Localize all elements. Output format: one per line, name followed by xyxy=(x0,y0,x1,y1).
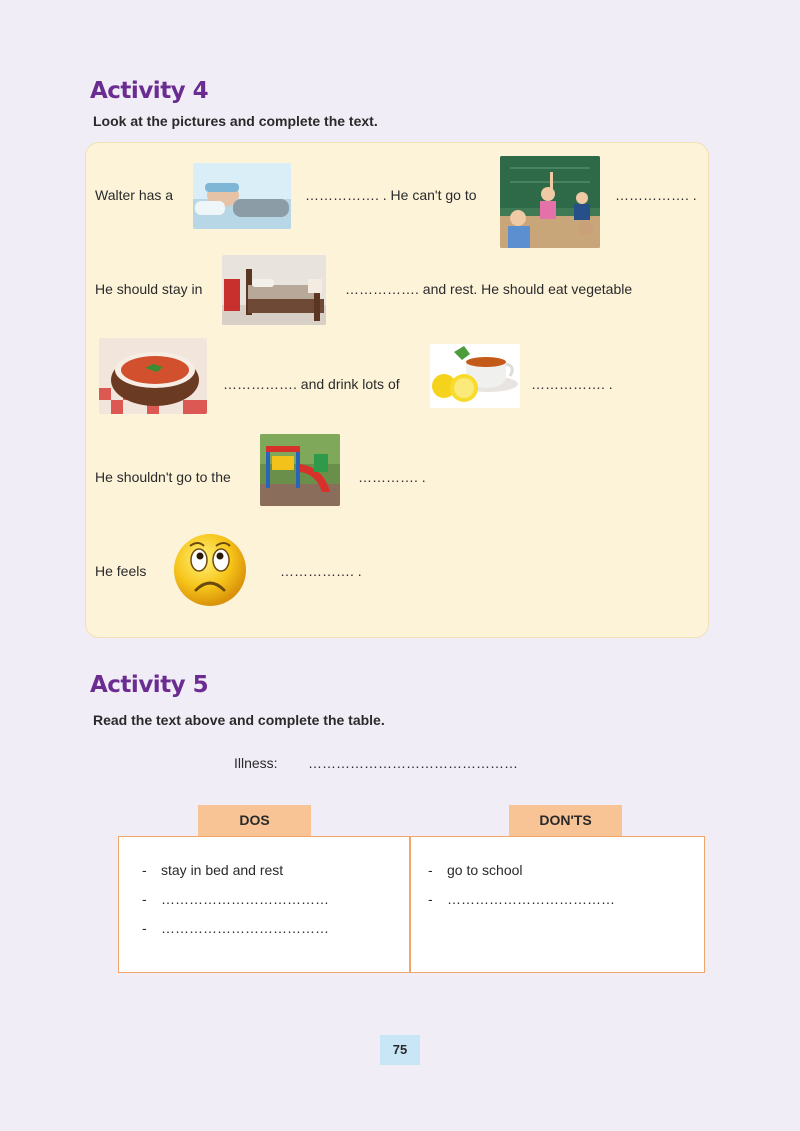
dos-item: ……………………………… xyxy=(161,891,329,907)
dos-item: stay in bed and rest xyxy=(161,862,284,878)
worried-face-icon xyxy=(170,532,250,608)
line1-text-c: ……………. . xyxy=(615,187,697,203)
line4-text-a: He shouldn't go to the xyxy=(95,469,231,485)
line2-text-b: ……………. and rest. He should eat vegetable xyxy=(345,281,633,297)
illness-label: Illness: xyxy=(234,755,278,771)
activity5-instruction: Read the text above and complete the table. xyxy=(93,712,385,728)
activity4-instruction: Look at the pictures and complete the text. xyxy=(93,113,378,129)
dos-bullet: - xyxy=(142,920,147,936)
donts-item: go to school xyxy=(447,862,523,878)
illness-blank: ……………………………………… xyxy=(308,755,518,771)
dos-item: ……………………………… xyxy=(161,920,329,936)
donts-bullet: - xyxy=(428,862,433,878)
line5-text-a: He feels xyxy=(95,563,147,579)
donts-item: ……………………………… xyxy=(447,891,615,907)
bed-picture xyxy=(222,255,326,325)
line1-text-b: ……………. . He can't go to xyxy=(305,187,477,203)
line1-text-a: Walter has a xyxy=(95,187,174,203)
page-number: 75 xyxy=(380,1035,420,1065)
line2-text-a: He should stay in xyxy=(95,281,203,297)
activity4-title: Activity 4 xyxy=(90,78,209,104)
dos-bullet: - xyxy=(142,862,147,878)
tea-with-lemon-picture xyxy=(430,344,520,408)
sick-in-bed-picture xyxy=(193,163,291,229)
line5-text-b: ……………. . xyxy=(280,563,362,579)
table-divider xyxy=(409,836,411,973)
soup-picture xyxy=(99,338,207,414)
dos-header: DOS xyxy=(198,805,311,836)
activity5-title: Activity 5 xyxy=(90,672,209,698)
line4-text-b: …………. . xyxy=(358,469,426,485)
donts-bullet: - xyxy=(428,891,433,907)
playground-picture xyxy=(260,434,340,506)
line3-text-b: ……………. . xyxy=(531,376,613,392)
donts-header: DON'TS xyxy=(509,805,622,836)
dos-bullet: - xyxy=(142,891,147,907)
classroom-picture xyxy=(500,156,600,248)
line3-text-a: ……………. and drink lots of xyxy=(223,376,400,392)
